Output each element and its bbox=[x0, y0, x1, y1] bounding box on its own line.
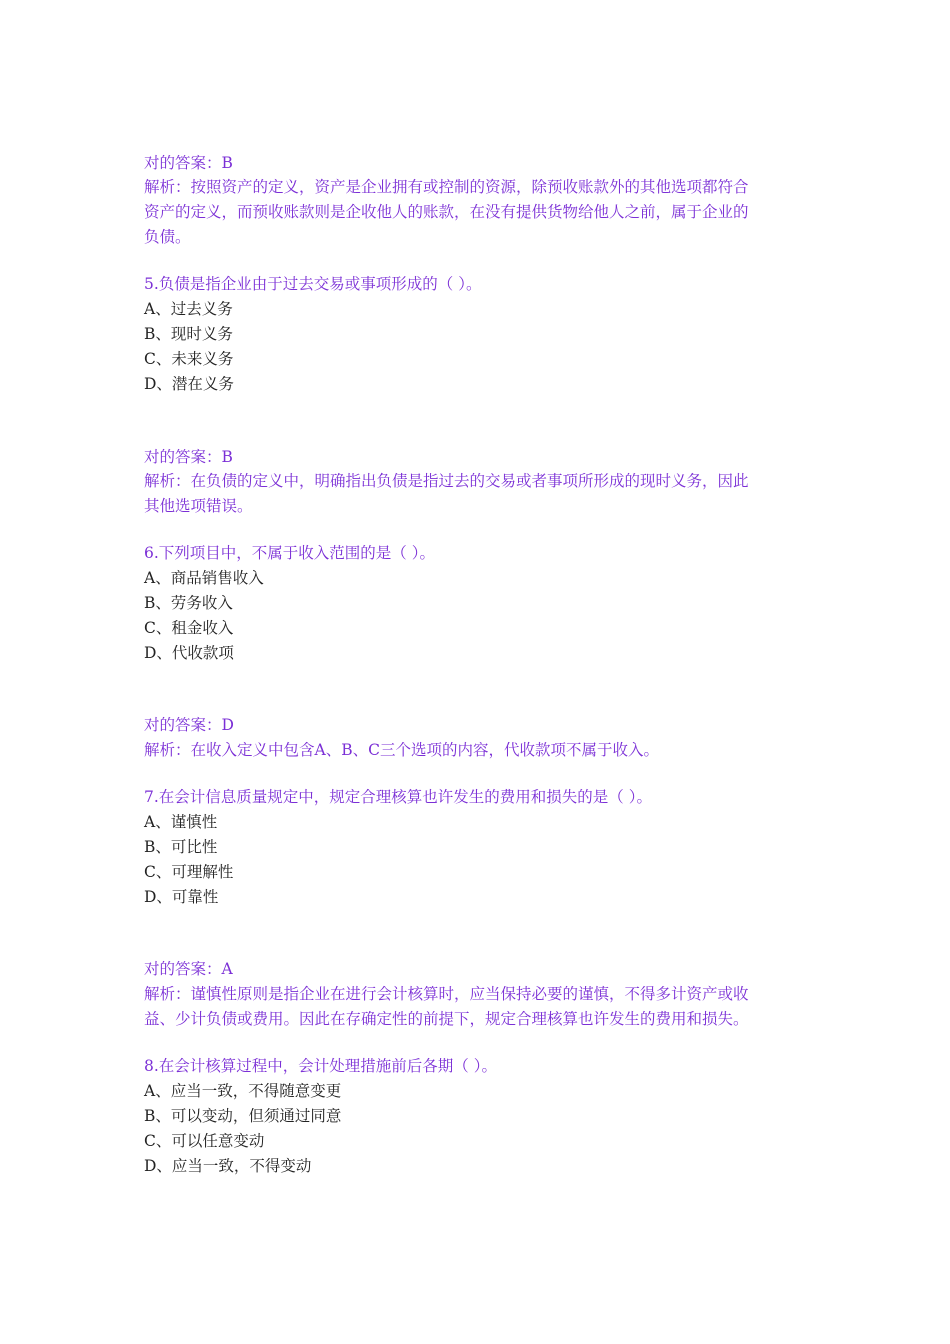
option-c: C、可以任意变动 bbox=[144, 1132, 265, 1150]
answer-line: 对的答案：B bbox=[144, 448, 233, 466]
analysis-line: 解析：按照资产的定义，资产是企业拥有或控制的资源，除预收账款外的其他选项都符合 bbox=[144, 178, 749, 196]
option-a: A、过去义务 bbox=[144, 300, 233, 318]
analysis-line: 资产的定义，而预收账款则是企收他人的账款，在没有提供货物给他人之前，属于企业的 bbox=[144, 203, 749, 221]
question-stem: 6.下列项目中，不属于收入范围的是（ ）。 bbox=[144, 544, 435, 562]
analysis-line: 益、少计负债或费用。因此在存确定性的前提下，规定合理核算也许发生的费用和损失。 bbox=[144, 1010, 749, 1028]
option-c: C、可理解性 bbox=[144, 863, 234, 881]
option-a: A、应当一致，不得随意变更 bbox=[144, 1082, 342, 1100]
option-d: D、应当一致，不得变动 bbox=[144, 1157, 312, 1175]
analysis-line: 其他选项错误。 bbox=[144, 497, 253, 515]
option-b: B、现时义务 bbox=[144, 325, 233, 343]
answer-line: 对的答案：D bbox=[144, 716, 234, 734]
option-b: B、可以变动，但须通过同意 bbox=[144, 1107, 342, 1125]
analysis-line: 解析：在收入定义中包含A、B、C三个选项的内容，代收款项不属于收入。 bbox=[144, 741, 659, 759]
analysis-line: 解析：在负债的定义中，明确指出负债是指过去的交易或者事项所形成的现时义务，因此 bbox=[144, 472, 749, 490]
option-c: C、未来义务 bbox=[144, 350, 234, 368]
analysis-line: 负债。 bbox=[144, 228, 191, 246]
question-stem: 8.在会计核算过程中，会计处理措施前后各期（ ）。 bbox=[144, 1057, 497, 1075]
option-b: B、劳务收入 bbox=[144, 594, 233, 612]
question-stem: 5.负债是指企业由于过去交易或事项形成的（ ）。 bbox=[144, 275, 482, 293]
option-d: D、潜在义务 bbox=[144, 375, 234, 393]
analysis-line: 解析：谨慎性原则是指企业在进行会计核算时，应当保持必要的谨慎，不得多计资产或收 bbox=[144, 985, 749, 1003]
question-stem: 7.在会计信息质量规定中，规定合理核算也许发生的费用和损失的是（ ）。 bbox=[144, 788, 652, 806]
option-a: A、商品销售收入 bbox=[144, 569, 264, 587]
option-d: D、可靠性 bbox=[144, 888, 219, 906]
answer-line: 对的答案：B bbox=[144, 154, 233, 172]
answer-line: 对的答案：A bbox=[144, 960, 233, 978]
option-b: B、可比性 bbox=[144, 838, 218, 856]
option-d: D、代收款项 bbox=[144, 644, 234, 662]
option-c: C、租金收入 bbox=[144, 619, 234, 637]
option-a: A、谨慎性 bbox=[144, 813, 218, 831]
